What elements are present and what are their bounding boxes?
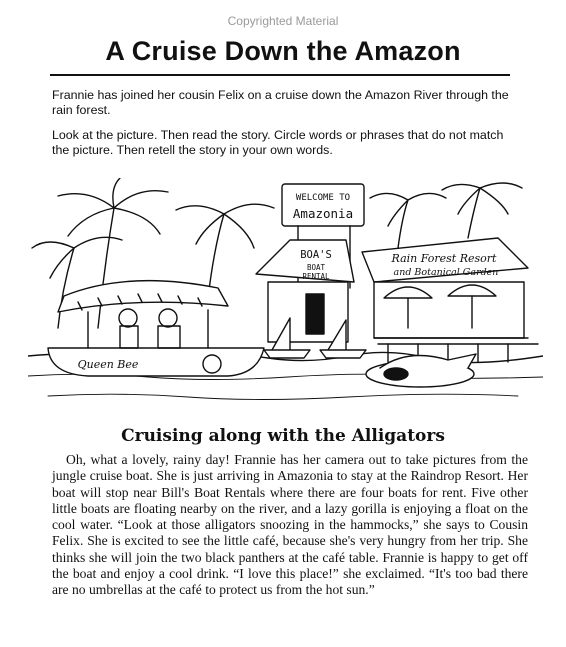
story-text: Oh, what a lovely, rainy day! Frannie has her camera out to take pictures from the jungle cruise boat. She is just arriving in Amazonia to stay at the Raindrop Resort. Her boat will stop near Bill's Boat Rentals where there are four boats for rent. Five other little boats are floating nearby on the river, and a lazy gorilla is enjoying a float on the cool water. “Look at those alligators snoozing in the hammocks,” she says to Cousin Felix. She is excited to see the little café, because she's very hungry from her trip. She thinks she will join the two black panthers at the café table. Frannie is happy to get off the boat and enjoy a cool drink. “I love this place!” she exclaimed. “It's too bad there are no umbrellas at the café to protect us from the hot sun.” (52, 452, 528, 598)
palm-tree-icon (370, 193, 446, 248)
story-title: Cruising along with the Alligators (121, 426, 445, 446)
boat-rental-sign-line1: BOA'S (300, 249, 332, 261)
resort-sign-line2: and Botanical Garden (393, 267, 499, 278)
resort-sign-line1: Rain Forest Resort (391, 252, 497, 265)
boat-rental-sign-line2: BOAT (306, 263, 326, 272)
welcome-sign-line1: WELCOME TO (295, 193, 351, 203)
illustration (28, 178, 543, 408)
palm-tree-icon (32, 237, 122, 328)
page-title: A Cruise Down the Amazon (105, 36, 461, 66)
instructions-paragraph: Look at the picture. Then read the story. Circle words or phrases that do not match the picture. Then retell the story in your own words. (52, 128, 504, 157)
boat-rental-sign-line3: RENTAL (302, 272, 330, 281)
boat-name-label: Queen Bee (77, 358, 139, 371)
palm-tree-icon (442, 183, 522, 238)
intro-paragraph: Frannie has joined her cousin Felix on a cruise down the Amazon River through the rain forest. (52, 88, 509, 117)
title-divider (50, 74, 510, 76)
copyright-notice: Copyrighted Material (227, 14, 339, 28)
welcome-sign-line2: Amazonia (292, 206, 354, 221)
